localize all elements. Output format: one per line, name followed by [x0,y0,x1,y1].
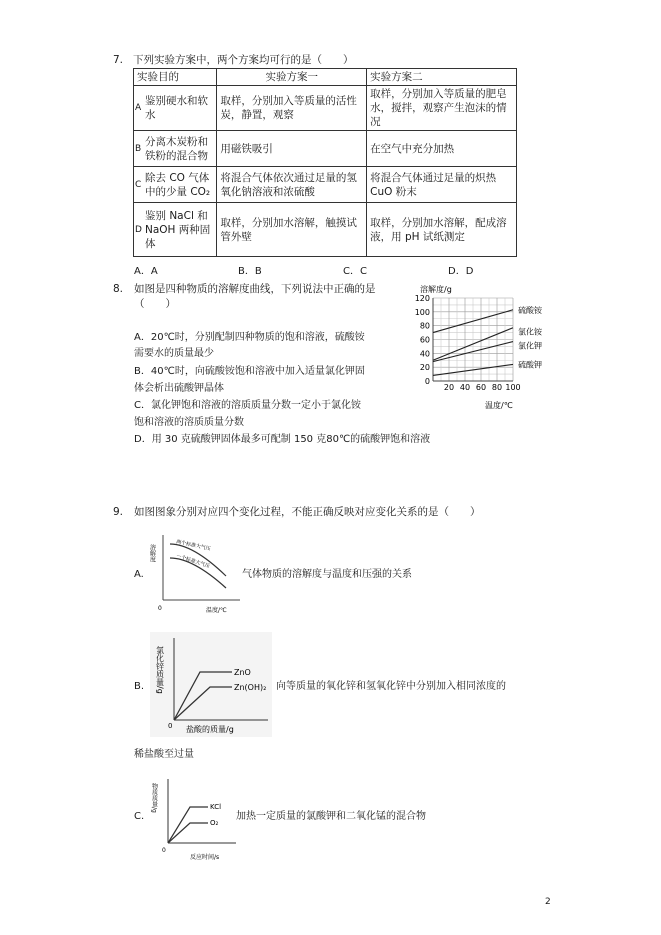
chart-x-ticks [444,383,521,392]
series-label: 硫酸钾 [518,360,542,370]
table-row [134,131,517,167]
q9-number: 9. [113,506,124,518]
row-plan2: 取样，分别加入等质量的肥皂水，搅拌，观察产生泡沫的情况 [367,86,517,131]
y-tick-label: 60 [419,335,430,345]
q9-b-origin: 0 [168,722,173,730]
znoh2-label: Zn(OH)₂ [234,683,267,692]
table-row [134,167,517,203]
x-tick-label: 20 [443,383,455,392]
chart-xlabel: 温度/℃ [485,401,513,410]
q8-option-b-line2: 体会析出硫酸钾晶体 [134,383,224,394]
q8-number: 8. [113,283,124,295]
row-plan1: 取样，分别加水溶解，触摸试管外壁 [217,203,367,257]
x-tick-label: 80 [491,383,503,392]
q9-option-c-text: 加热一定质量的氯酸钾和二氧化锰的混合物 [236,811,426,822]
q9-c-xlabel: 反应时间/s [190,854,220,861]
x-tick-label: 60 [475,383,487,392]
option-c[interactable]: C．C [343,266,367,277]
q9-c-origin: 0 [162,847,166,854]
table-row [134,203,517,257]
q9-option-c-label[interactable]: C. [134,811,145,822]
q9-option-a-label[interactable]: A. [134,569,144,580]
series-label: 硫酸铵 [518,305,542,315]
q9-b-xlabel: 盐酸的质量/g [186,725,234,734]
x-tick-label: 100 [505,383,521,392]
q9-stem: 如图图象分别对应四个变化过程，不能正确反映对应变化关系的是（ ） [134,506,481,518]
q8-stem-line1: 如图是四种物质的溶解度曲线，下列说法中正确的是 [134,283,376,295]
q8-option-a-line2: 需要水的质量最少 [134,348,214,359]
header-purpose: 实验目的 [134,69,217,86]
row-purpose: 鉴别硬水和软水 [142,86,217,131]
x-tick-label: 40 [459,383,471,392]
q9-a-origin: 0 [158,605,162,612]
series-label: 氯化铵 [518,327,542,337]
y-tick-label: 0 [424,377,430,386]
header-plan1: 实验方案一 [217,69,367,86]
q9-option-b-text: 向等质量的氧化锌和氢氧化锌中分别加入相同浓度的 [276,681,506,692]
solubility-chart [400,282,560,412]
q9-option-a-text: 气体物质的溶解度与温度和压强的关系 [242,569,412,580]
q9-b-ylabel: 氯化锌质量/g [155,646,165,694]
table-row [134,86,517,131]
q8-option-d[interactable]: D．用 30 克硫酸钾固体最多可配制 150 克80℃的硫酸钾饱和溶液 [134,434,431,445]
option-b[interactable]: B．B [238,266,262,277]
row-purpose: 鉴别 NaCl 和 NaOH 两种固体 [142,203,217,257]
row-label: C [134,167,142,203]
row-plan1: 将混合气体依次通过足量的氢氧化钠溶液和浓硫酸 [217,167,367,203]
option-a[interactable]: A．A [134,266,158,277]
q9-option-b-label[interactable]: B. [134,681,145,692]
row-plan1: 用磁铁吸引 [217,131,367,167]
q7-number: 7. [113,54,124,66]
zno-label: ZnO [234,668,251,677]
q9-b-graph [150,632,272,737]
y-tick-label: 120 [414,294,430,303]
q9-c-ylabel: 物质质量/g [150,783,158,813]
row-label: D [134,203,142,257]
table-header-row [134,69,517,86]
row-plan2: 在空气中充分加热 [367,131,517,167]
q8-option-b-line1[interactable]: B．40℃时，向硫酸铵饱和溶液中加入适量氯化钾固 [134,366,365,377]
y-tick-label: 100 [414,307,430,317]
q9-a-ylabel: 溶解度 [148,544,156,562]
row-purpose: 除去 CO 气体中的少量 CO₂ [142,167,217,203]
y-tick-label: 80 [419,321,430,331]
chart-grid [433,298,513,381]
page-number: 2 [545,897,551,907]
chart-y-ticks [415,294,430,386]
curve1-label: 两个标准大气压 [175,539,212,553]
q7-stem: 下列实验方案中，两个方案均可行的是（ ） [133,54,354,66]
y-tick-label: 40 [419,349,430,359]
row-purpose: 分离木炭粉和铁粉的混合物 [142,131,217,167]
row-label: A [134,86,142,131]
q8-option-c-line2: 饱和溶液的溶质质量分数 [134,417,244,428]
q9-a-xlabel: 温度/℃ [206,607,227,614]
option-d[interactable]: D．D [448,266,474,277]
q8-stem-line2: （ ） [134,298,176,310]
q9-a-graph [148,530,243,615]
q8-option-a-line1[interactable]: A．20℃时，分别配制四种物质的饱和溶液，硫酸铵 [134,332,365,343]
curve2-label: 一个标准大气压 [175,553,211,570]
header-plan2: 实验方案二 [367,69,517,86]
row-plan2: 将混合气体通过足量的炽热 CuO 粉末 [367,167,517,203]
q9-c-graph [150,775,240,863]
series-label: 氯化钾 [518,341,542,351]
chart-ylabel: 溶解度/g [420,285,452,294]
row-plan2: 取样，分别加水溶解，配成溶液，用 pH 试纸测定 [367,203,517,257]
row-plan1: 取样，分别加入等质量的活性炭，静置，观察 [217,86,367,131]
y-tick-label: 20 [419,363,430,373]
o2-label: O₂ [210,819,219,827]
kcl-label: KCl [210,803,222,811]
q8-option-c-line1[interactable]: C．氯化钾饱和溶液的溶质质量分数一定小于氯化铵 [134,400,361,411]
chart-series-labels [518,305,543,370]
q7-table [133,68,517,257]
row-label: B [134,131,142,167]
q9-option-b-text-cont: 稀盐酸至过量 [134,749,194,760]
